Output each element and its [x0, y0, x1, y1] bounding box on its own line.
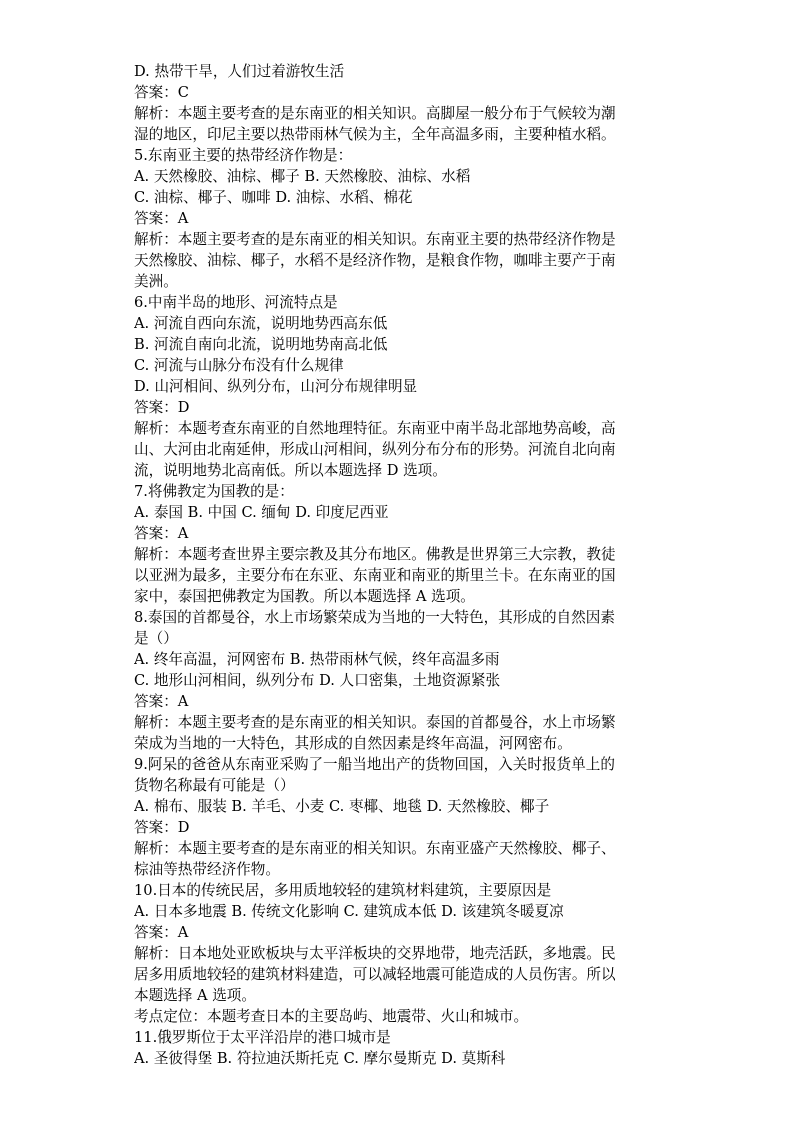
- explanation-line: 美洲。: [134, 273, 178, 290]
- explanation-line: 天然橡胶、油棕、椰子，水稻不是经济作物，是粮食作物，咖啡主要产于南: [134, 252, 616, 269]
- answer-line: 答案：A: [134, 693, 189, 710]
- explanation-line: 居多用质地较轻的建筑材料建造，可以减轻地震可能造成的人员伤害。所以: [134, 966, 616, 983]
- option-line: A. 河流自西向东流，说明地势西高东低: [134, 315, 388, 332]
- explanation-line: 流，说明地势北高南低。所以本题选择 D 选项。: [134, 462, 447, 479]
- explanation-line: 解析：日本地处亚欧板块与太平洋板块的交界地带，地壳活跃，多地震。民: [134, 945, 616, 962]
- option-line: A. 圣彼得堡 B. 符拉迪沃斯托克 C. 摩尔曼斯克 D. 莫斯科: [134, 1050, 506, 1067]
- option-line: C. 地形山河相间，纵列分布 D. 人口密集，土地资源紧张: [134, 672, 501, 689]
- explanation-line: 湿的地区，印尼主要以热带雨林气候为主，全年高温多雨，主要种植水稻。: [134, 126, 616, 143]
- option-line: A. 天然橡胶、油棕、椰子 B. 天然橡胶、油棕、水稻: [134, 168, 471, 185]
- answer-line: 答案：A: [134, 525, 189, 542]
- question-line: 11.俄罗斯位于太平洋沿岸的港口城市是: [134, 1029, 391, 1046]
- question-line: 7.将佛教定为国教的是：: [134, 483, 294, 500]
- question-line: 10.日本的传统民居，多用质地较轻的建筑材料建筑，主要原因是: [134, 882, 552, 899]
- option-line: B. 河流自南向北流，说明地势南高北低: [134, 336, 388, 353]
- question-line: 5.东南亚主要的热带经济作物是：: [134, 147, 353, 164]
- option-line: A. 日本多地震 B. 传统文化影响 C. 建筑成本低 D. 该建筑冬暖夏凉: [134, 903, 564, 920]
- topic-line: 考点定位：本题考查日本的主要岛屿、地震带、火山和城市。: [134, 1008, 529, 1025]
- option-line: A. 终年高温，河网密布 B. 热带雨林气候，终年高温多雨: [134, 651, 500, 668]
- explanation-line: 以亚洲为最多，主要分布在东亚、东南亚和南亚的斯里兰卡。在东南亚的国: [134, 567, 616, 584]
- explanation-line: 棕油等热带经济作物。: [134, 861, 280, 878]
- question-line: 6.中南半岛的地形、河流特点是: [134, 294, 338, 311]
- explanation-line: 家中，泰国把佛教定为国教。所以本题选择 A 选项。: [134, 588, 475, 605]
- question-line: 9.阿呆的爸爸从东南亚采购了一船当地出产的货物回国，入关时报货单上的: [134, 756, 615, 773]
- explanation-line: 解析：本题主要考查的是东南亚的相关知识。泰国的首都曼谷，水上市场繁: [134, 714, 616, 731]
- option-line: A. 棉布、服装 B. 羊毛、小麦 C. 枣椰、地毯 D. 天然橡胶、椰子: [134, 798, 550, 815]
- explanation-line: 荣成为当地的一大特色，其形成的自然因素是终年高温，河网密布。: [134, 735, 572, 752]
- answer-line: 答案：D: [134, 399, 190, 416]
- answer-line: 答案：C: [134, 84, 189, 101]
- explanation-line: 解析：本题主要考查的是东南亚的相关知识。东南亚盛产天然橡胶、椰子、: [134, 840, 616, 857]
- option-line: C. 河流与山脉分布没有什么规律: [134, 357, 344, 374]
- explanation-line: 解析：本题考查世界主要宗教及其分布地区。佛教是世界第三大宗教，教徒: [134, 546, 616, 563]
- answer-line: 答案：A: [134, 924, 189, 941]
- explanation-line: 解析：本题主要考查的是东南亚的相关知识。东南亚主要的热带经济作物是: [134, 231, 616, 248]
- explanation-line: 解析：本题考查东南亚的自然地理特征。东南亚中南半岛北部地势高峻，高: [134, 420, 616, 437]
- explanation-line: 本题选择 A 选项。: [134, 987, 256, 1004]
- explanation-line: 解析：本题主要考查的是东南亚的相关知识。高脚屋一般分布于气候较为潮: [134, 105, 616, 122]
- explanation-line: 山、大河由北南延伸，形成山河相间，纵列分布分布的形势。河流自北向南: [134, 441, 616, 458]
- answer-line: 答案：A: [134, 210, 189, 227]
- option-line: D. 山河相间、纵列分布，山河分布规律明显: [134, 378, 418, 395]
- question-line: 货物名称最有可能是（）: [134, 777, 295, 794]
- question-line: 8.泰国的首都曼谷，水上市场繁荣成为当地的一大特色，其形成的自然因素: [134, 609, 615, 626]
- option-line: A. 泰国 B. 中国 C. 缅甸 D. 印度尼西亚: [134, 504, 389, 521]
- option-line: C. 油棕、椰子、咖啡 D. 油棕、水稻、棉花: [134, 189, 413, 206]
- text-line: D. 热带干旱，人们过着游牧生活: [134, 63, 345, 80]
- question-line: 是（）: [134, 630, 178, 647]
- answer-line: 答案：D: [134, 819, 190, 836]
